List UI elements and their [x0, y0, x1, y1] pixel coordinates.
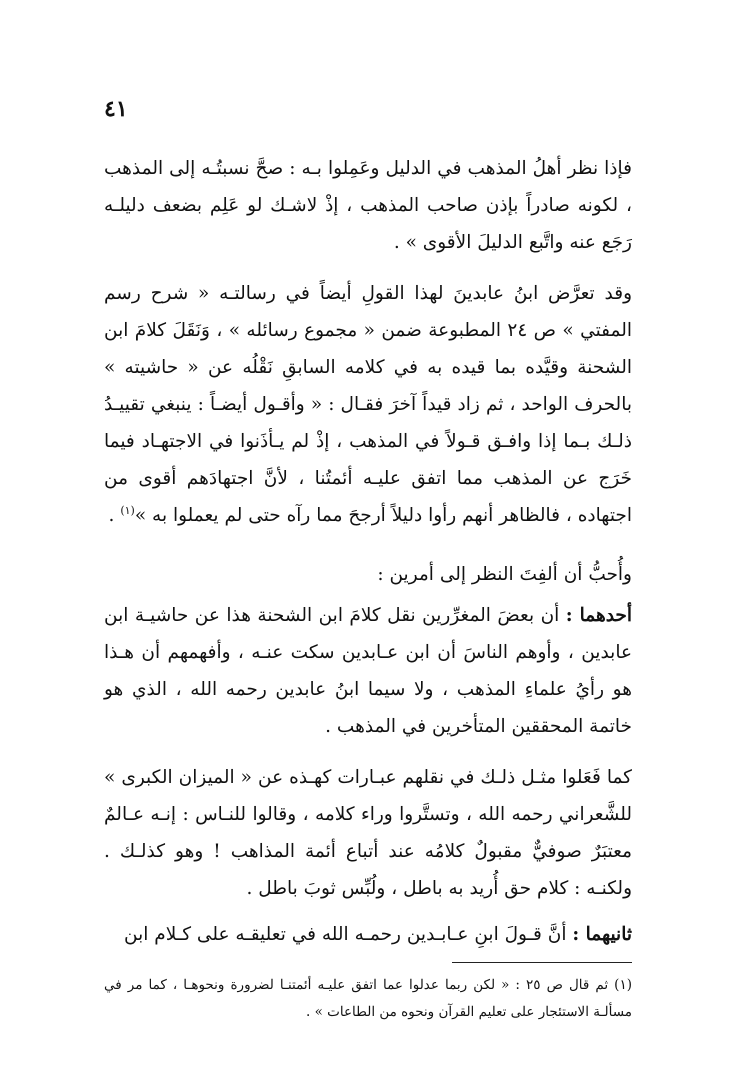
paragraph-4 [104, 597, 632, 745]
paragraph-1: فإذا نظر أهلُ المذهب في الدليل وعَمِلوا بـه : صحَّ نسبتُـه إلى المذهب ، لكونه صادراً بإذن صاحب المذهب ، إذْ لاشـك لو عَلِم بضعف دليلـه رَجَع عنه واتَّبع الدليلَ الأقوى » . [104, 158, 632, 253]
paragraph-4-lead: أحدهما : [565, 605, 632, 626]
paragraph-6-lead: ثانيهما : [572, 924, 632, 945]
paragraph-2-text: وقد تعرَّض ابنُ عابدينَ لهذا القولِ أيضاً في رسالتـه « شرح رسم المفتي » ص ٢٤ المطبوعة ضمن « مجموع رسائله » ، وَنَقَلَ كلامَ ابن الشحنة وقيَّده بما قيده به في كلامه السابقِ نَقْلُه عن « حاشيته » بالحرف الواحد ، ثم زاد قيداً آخرَ فقـال : « وأقـول أيضـاً : ينبغي تقييـدُ ذلـك بـما إذا وافـق قـولاً في المذهب ، إذْ لم يـأذَنوا في الاجتهـاد فيما خَرَج عن المذهب مما اتفق عليـه أئمتُنا ، لأنَّ اجتهادَهم أقوى من اجتهاده ، فالظاهر أنهم رأوا دليلاً أرجحَ مما رآه حتى لم يعملوا به » [104, 283, 632, 526]
paragraph-3: وأُحبُّ أن ألفِتَ النظر إلى أمرين : [377, 564, 632, 585]
paragraph-5: كما فَعَلوا مثـل ذلـك في نقلهم عبـارات كهـذه عن « الميزان الكبرى » للشَّعراني رحمه الله ، وتستَّروا وراء كلامه ، وقالوا للنـاس : إنـه عـالمٌ معتبَرٌ صوفيٌّ مقبولٌ كلامُه عند أتباع أئمة المذاهب ! وهو كذلـك . ولكنـه : كلام حق أُريد به باطل ، ولُبِّس ثوبَ باطل . [104, 767, 632, 899]
footnote-reference[interactable]: (١) [120, 503, 135, 517]
footnote: (١) ثم قال ص ٢٥ : « لكن ربما عدلوا عما اتفق عليـه أئمتنـا لضرورة ونحوهـا ، كما مر في مسألـة الاستئجار على تعليم القرآن ونحوه من الطاعات » . [104, 977, 632, 1020]
footnote-divider [452, 962, 632, 963]
paragraph-2-end: . [108, 505, 121, 526]
paragraph-4-text: أن بعضَ المغرِّرين نقل كلامَ ابن الشحنة هذا عن حاشيـة ابن عابدين ، وأوهم الناسَ أن ابن عـابدين سكت عنـه ، وأفهمهم أن هـذا هو رأيُ علماءِ المذهب ، ولا سيما ابنُ عابدين رحمه الله ، الذي هو خاتمة المحققين المتأخرين في المذهب . [104, 605, 632, 737]
page-number: ٤١ [104, 96, 128, 122]
paragraph-2 [104, 275, 632, 534]
paragraph-6-text: أنَّ قـولَ ابنِ عـابـدين رحمـه الله في تعليقـه على كـلام ابن [124, 924, 573, 945]
paragraph-6 [104, 916, 632, 953]
